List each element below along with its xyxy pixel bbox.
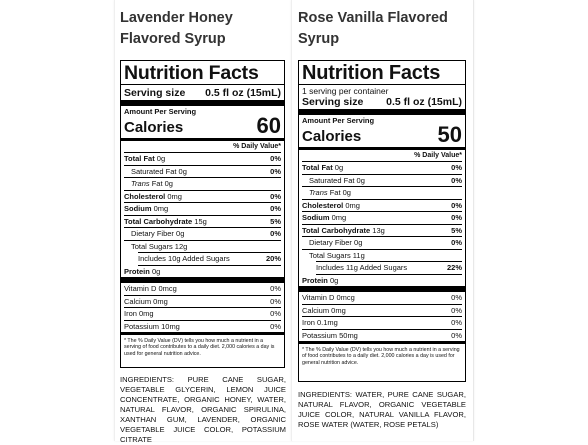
nutrient-percent: 0% (451, 293, 462, 302)
thick-divider (299, 109, 465, 115)
nutrient-percent: 0% (270, 229, 281, 238)
nutrient-label: Total Fat (124, 154, 155, 163)
nutrient-amount: 0g (176, 229, 185, 238)
nutrient-percent: 0% (451, 305, 462, 315)
nutrient-row-dietary-fiber (302, 237, 462, 250)
nutrient-amount: 12g (174, 241, 188, 251)
nutrient-label: Sodium (124, 204, 152, 213)
nutrient-amount: 0g (329, 275, 339, 285)
nutrient-amount: 0g (354, 238, 363, 247)
daily-value-header: % Daily Value* (302, 150, 462, 162)
nutrient-label: Saturated Fat (309, 175, 355, 185)
nutrient-percent: 0% (451, 330, 462, 340)
nutrient-row-calcium (302, 305, 462, 318)
nutrition-facts-heading: Nutrition Facts (124, 62, 259, 84)
product-title-lavender-honey (120, 8, 233, 50)
nutrient-row-potassium (302, 330, 462, 342)
nutrient-label-rest: Fat 0g (329, 188, 351, 197)
amount-per-serving: Amount Per Serving (302, 116, 375, 125)
product-title-rose-vanilla (298, 8, 448, 50)
nutrient-percent: 0% (270, 191, 281, 201)
nutrient-percent: 0% (451, 175, 462, 185)
nutrient-percent: 5% (270, 216, 281, 226)
nutrient-row-sodium (124, 203, 281, 216)
nutrient-label: Vitamin D 0mcg (124, 284, 177, 293)
calories-row (124, 113, 281, 138)
nutrition-facts-heading: Nutrition Facts (302, 62, 441, 84)
nutrient-row-dietary-fiber (124, 228, 281, 241)
nutrient-row-calcium (124, 296, 281, 309)
nutrient-row-cholesterol (124, 191, 281, 204)
amount-per-serving: Amount Per Serving (124, 107, 197, 116)
nutrient-amount: 0g (334, 163, 344, 172)
nutrient-percent: 0% (270, 296, 281, 306)
calories-value: 50 (437, 122, 462, 147)
nutrient-percent: 5% (451, 225, 462, 235)
ingredients-rose-vanilla: INGREDIENTS: WATER, PURE CANE SUGAR, NATURAL FLAVOR, ORGANIC VEGETABLE JUICE COLOR, NATURAL VANILLA FLAVOR, ROSE WATER (WATER, ROSE PETALS) (298, 390, 466, 429)
nutrient-label: Total Fat (302, 163, 333, 172)
daily-value-footnote: * The % Daily Value (DV) tells you how much a nutrient in a serving of food contributes to a daily diet. 2,000 calories a day is used for general nutrition advice. (124, 338, 275, 357)
daily-value-header: % Daily Value* (124, 141, 281, 153)
nutrient-row-total-carbohydrate (302, 225, 462, 238)
nutrient-row-protein (124, 266, 281, 278)
nutrient-amount: 0mg (331, 213, 347, 222)
nutrient-amount: 0g (356, 175, 365, 185)
nutrient-amount: 13g (372, 225, 385, 235)
nutrition-label-lavender-honey (120, 60, 285, 368)
nutrient-percent: 0% (451, 163, 462, 172)
serving-size-label: Serving size (302, 96, 364, 108)
divider (121, 84, 284, 85)
nutrient-row-vitamin-d (124, 283, 281, 296)
nutrient-row-trans-fat (302, 187, 462, 200)
thick-divider (121, 100, 284, 106)
nutrient-row-total-carbohydrate (124, 216, 281, 229)
nutrient-label: Protein (302, 275, 328, 285)
nutrient-label: Saturated Fat (131, 166, 177, 176)
product-title-line2: Flavored Syrup (120, 31, 226, 47)
nutrient-percent: 0% (270, 309, 281, 318)
product-title-line2: Syrup (298, 31, 340, 47)
nutrient-row-potassium (124, 321, 281, 333)
nutrient-percent: 0% (451, 318, 462, 327)
calories-label: Calories (124, 119, 184, 136)
nutrient-row-total-fat (302, 162, 462, 175)
nutrient-row-total-fat (124, 153, 281, 166)
nutrient-row-iron (124, 308, 281, 321)
nutrient-amount: 0g (151, 266, 161, 276)
nutrient-label: Trans (309, 188, 328, 197)
nutrient-label: Sodium (302, 213, 330, 222)
nutrient-row-added-sugars (138, 252, 281, 266)
nutrient-label: Potassium 50mg (302, 330, 358, 340)
nutrient-amount: 0g (156, 154, 166, 163)
nutrient-percent: 0% (270, 321, 281, 331)
nutrient-label: Trans (131, 179, 150, 188)
nutrient-amount: 11g (352, 250, 365, 260)
nutrient-amount: 0mg (167, 191, 182, 201)
nutrient-row-protein (302, 275, 462, 287)
nutrient-amount: 0g (178, 166, 187, 176)
nutrient-row-saturated-fat (124, 166, 281, 179)
ingredients-lavender-honey: INGREDIENTS: PURE CANE SUGAR, VEGETABLE GLYCERIN, LEMON JUICE CONCENTRATE, ORGANIC HONEY, WATER, NATURAL FLAVOR, ORGANIC SPIRULINA, XANTHAN GUM, LAVENDER, ORGANIC VEGETABLE JUICE COLOR, POTASSIUM CITRATE (120, 375, 286, 444)
divider (299, 84, 465, 85)
nutrition-label-rose-vanilla (298, 60, 466, 382)
serving-size-label: Serving size (124, 87, 186, 99)
nutrient-label: Total Sugars (131, 241, 173, 251)
nutrient-label: Calcium 0mg (302, 305, 346, 315)
nutrient-label: Cholesterol (302, 200, 344, 210)
product-title-line1: Rose Vanilla Flavored (298, 10, 448, 26)
nutrient-percent: 0% (451, 200, 462, 210)
nutrient-percent: 22% (446, 263, 462, 272)
servings-per-container: 1 serving per container (302, 86, 389, 96)
nutrient-label: Total Sugars (309, 250, 351, 260)
nutrient-row-vitamin-d (302, 292, 462, 305)
nutrient-row-total-sugars (124, 241, 281, 253)
nutrient-row-iron (302, 317, 462, 330)
nutrient-label: Total Carbohydrate (302, 225, 371, 235)
nutrient-label: Vitamin D 0mcg (302, 293, 355, 302)
nutrient-row-sodium (302, 212, 462, 225)
calories-row (302, 122, 462, 147)
nutrient-percent: 0% (451, 213, 462, 222)
serving-size-value: 0.5 fl oz (15mL) (386, 96, 462, 108)
product-title-line1: Lavender Honey (120, 10, 233, 26)
daily-value-footnote: * The % Daily Value (DV) tells you how much a nutrient in a serving of food contributes to a daily diet. 2,000 calories a day is used for general nutrition advice. (302, 347, 460, 366)
serving-size-row (302, 96, 462, 108)
nutrient-label: Cholesterol (124, 191, 166, 201)
nutrient-percent: 0% (270, 284, 281, 293)
nutrient-amount: 0mg (345, 200, 360, 210)
nutrient-label: Protein (124, 266, 150, 276)
nutrient-percent: 0% (451, 238, 462, 247)
nutrient-label: Includes 10g Added Sugars (138, 254, 230, 263)
nutrient-percent: 20% (265, 254, 281, 263)
nutrient-label: Potassium 10mg (124, 321, 180, 331)
nutrient-row-added-sugars (316, 261, 462, 275)
nutrient-label: Dietary Fiber (131, 229, 174, 238)
calories-value: 60 (256, 113, 281, 138)
nutrient-label: Total Carbohydrate (124, 216, 193, 226)
calories-label: Calories (302, 128, 362, 145)
nutrient-percent: 0% (270, 154, 281, 163)
nutrient-label-rest: Fat 0g (151, 179, 173, 188)
nutrient-row-total-sugars (302, 250, 462, 262)
nutrient-percent: 0% (270, 204, 281, 213)
nutrient-label: Dietary Fiber (309, 238, 352, 247)
nutrient-label: Iron 0.1mg (302, 318, 338, 327)
nutrient-label: Includes 11g Added Sugars (316, 263, 408, 272)
nutrient-amount: 15g (194, 216, 207, 226)
serving-size-value: 0.5 fl oz (15mL) (205, 87, 281, 99)
nutrient-row-saturated-fat (302, 175, 462, 188)
nutrient-row-trans-fat (124, 178, 281, 191)
nutrient-label: Iron 0mg (124, 309, 154, 318)
nutrient-amount: 0mg (153, 204, 169, 213)
nutrient-row-cholesterol (302, 200, 462, 213)
nutrient-label: Calcium 0mg (124, 296, 168, 306)
serving-size-row (124, 87, 281, 99)
nutrient-percent: 0% (270, 166, 281, 176)
